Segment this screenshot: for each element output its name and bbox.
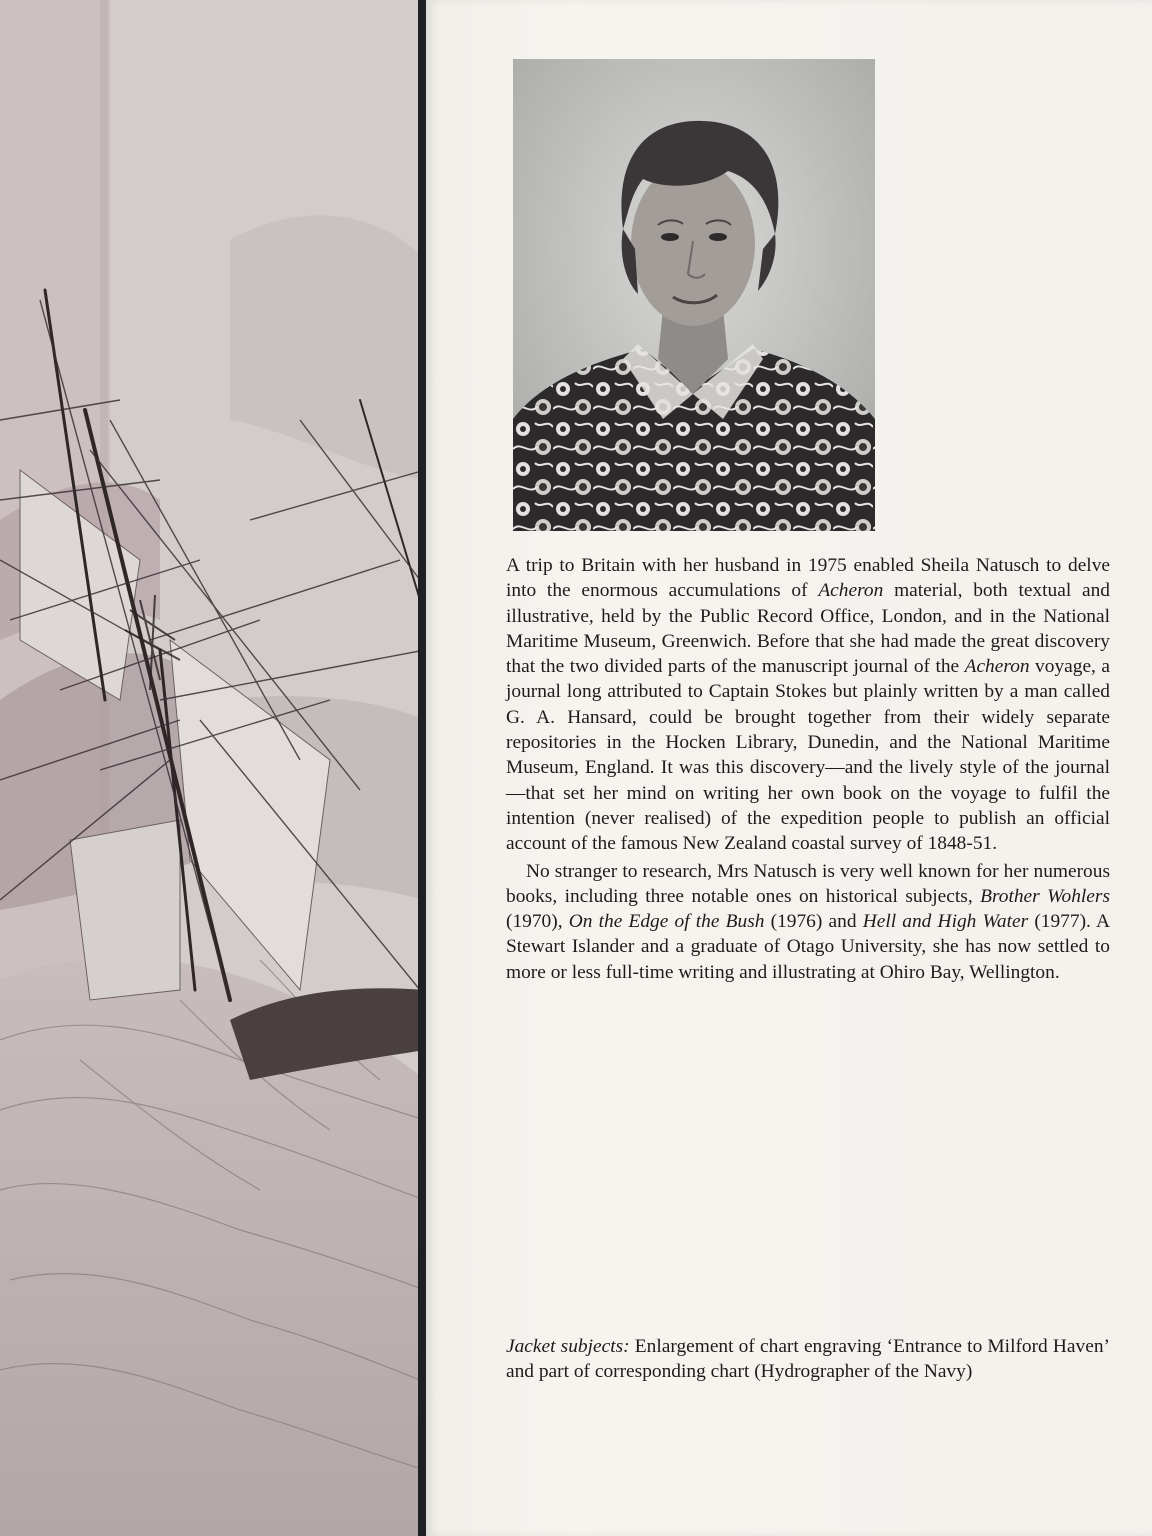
jacket-subjects-note <box>506 1334 1110 1385</box>
binding-edge <box>418 0 426 1536</box>
ship-illustration <box>0 0 425 1536</box>
author-photo <box>513 59 875 531</box>
jacket-subjects-text: Enlargement of chart engraving ‘Entrance to Milford Haven’ and part of corresponding chart (Hydrographer of the Navy) <box>506 1336 1110 1383</box>
bio-paragraph-2: No stranger to research, Mrs Natusch is very well known for her numerous books, including three notable ones on historical subjects, Brother Wohlers (1970), On the Edge of the Bush (1976) and Hell and High Water (1977). A Stewart Islander and a graduate of Otago University, she has now settled to more or less full-time writing and illustrating at Ohiro Bay, Wellington. <box>506 860 1110 983</box>
jacket-flap-page <box>426 0 1152 1536</box>
jacket-subjects-label: Jacket subjects: <box>506 1336 630 1357</box>
bio-paragraph-1: A trip to Britain with her husband in 1975 enabled Sheila Natusch to delve into the enormous accumulations of Acheron material, both textual and illustrative, held by the Public Record Office, London, and in the National Maritime Museum, Greenwich. Before that she had made the great discovery that the two divided parts of the manuscript journal of the Acheron voyage, a journal long attributed to Captain Stokes but plainly written by a man called G. A. Hansard, could be brought together from their widely separate repositories in the Hocken Library, Dunedin, and the National Maritime Museum, England. It was this discovery—and the lively style of the journal—that set her mind on writing her own book on the voyage to fulfil the intention (never realised) of the expedition people to publish an official account of the famous New Zealand coastal survey of 1848-51. <box>506 555 1110 855</box>
author-biography <box>506 553 1110 985</box>
